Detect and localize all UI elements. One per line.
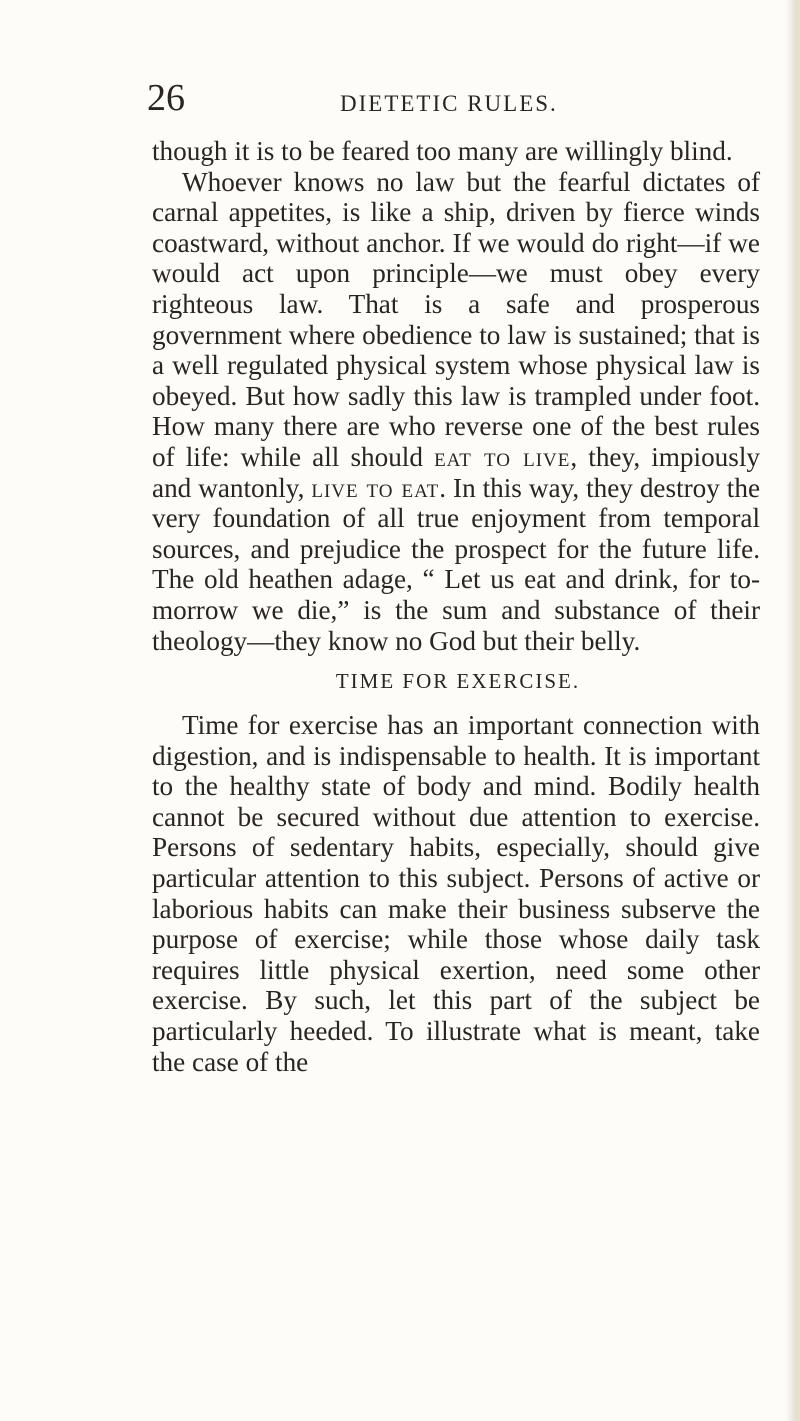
body-text	[152, 136, 760, 1077]
paragraph-text: . In this way, they destroy the very foundation of all true enjoyment from temporal sources, and prejudice the prospect for the future life. The old heathen adage, “ Let us eat and drink, for to-morrow we die,” is the sum and substance of their theology—they know no God but their belly.	[152, 472, 761, 656]
running-header	[0, 78, 800, 118]
page-edge-shadow	[786, 0, 800, 1421]
paragraph-continuation: though it is to be feared too many are willingly blind.	[152, 136, 733, 166]
running-title: DIETETIC RULES.	[340, 91, 558, 116]
paragraph-text: , they, impiously and wantonly,	[152, 441, 760, 503]
page-number: 26	[147, 77, 185, 119]
small-caps-live-to-eat: live to eat	[311, 472, 440, 503]
section-heading: TIME FOR EXERCISE.	[335, 669, 581, 694]
paragraph-carnal-appetites	[152, 167, 760, 657]
paragraph-text: Whoever knows no law but the fearful dictates of carnal appetites, is like a ship, driven by fierce winds coastward, without anchor. If we would do right—if we would act upon principle—we must obey every righteous law. That is a safe and prosperous government where obedience to law is sustained; that is a well regulated physical system whose physical law is obeyed. But how sadly this law is trampled under foot. How many there are who reverse one of the best rules of life: while all should	[152, 166, 760, 472]
small-caps-eat-to-live: eat to live	[434, 441, 571, 472]
paragraph-exercise: Time for exercise has an important connection with digestion, and is indispensable to health. It is important to the healthy state of body and mind. Bodily health cannot be secured without due attention to exercise. Persons of sedentary habits, especially, should give particular attention to this subject. Persons of active or laborious habits can make their business subserve the purpose of exercise; while those whose daily task requires little physical exertion, need some other exercise. By such, let this part of the subject be particularly heeded. To illustrate what is meant, take the case of the	[152, 710, 760, 1077]
